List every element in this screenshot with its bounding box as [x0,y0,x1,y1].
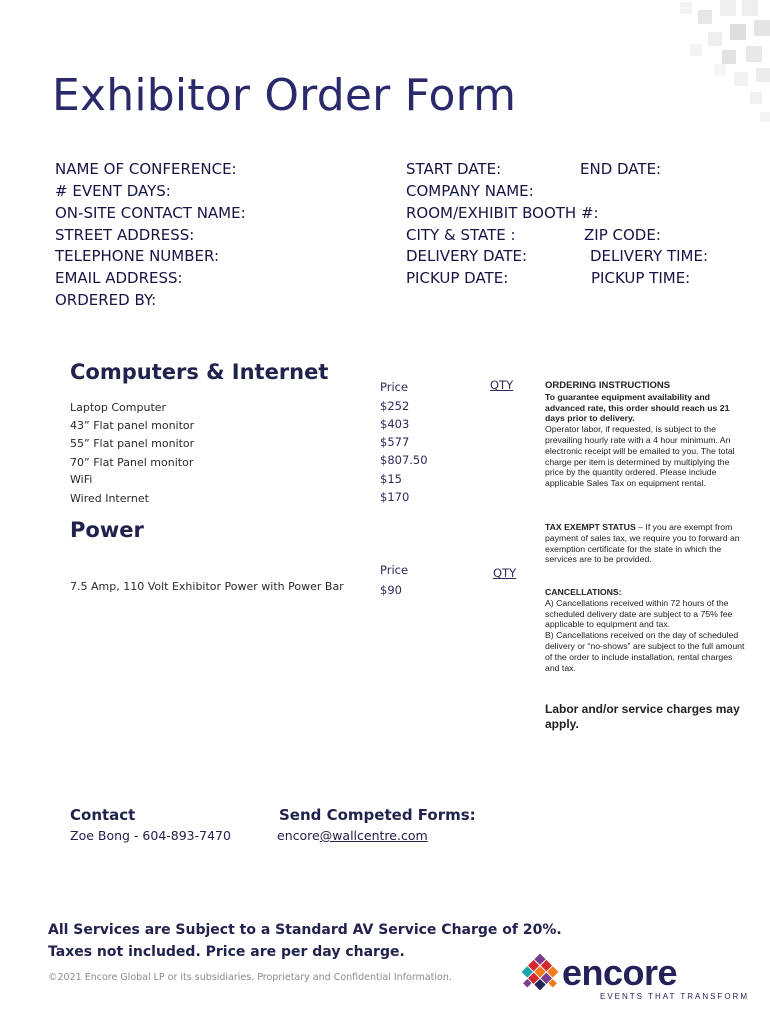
item-wired-internet: Wired Internet [70,492,149,505]
price-55-monitor: $577 [380,435,410,449]
field-zip-code: ZIP CODE: [584,226,661,244]
field-end-date: END DATE: [580,160,662,178]
power-qty-header: QTY [493,566,517,580]
email-prefix: encore [277,828,320,843]
field-street-address: STREET ADDRESS: [55,226,195,244]
item-43-monitor: 43” Flat panel monitor [70,419,195,432]
item-70-monitor: 70” Flat Panel monitor [70,456,194,469]
computers-price-header: Price [380,380,409,394]
contact-heading: Contact [70,806,136,824]
tax-exempt-title: TAX EXEMPT STATUS [545,522,636,532]
cancellations-b: B) Cancellations received on the day of scheduled delivery or “no-shows” are subject to the full amount of the order to include installation, rental charges and tax. [545,630,745,673]
copyright-text: ©2021 Encore Global LP or its subsidiaries. Proprietary and Confidential Information. [48,972,452,983]
field-pickup-date: PICKUP DATE: [406,269,509,287]
field-company-name: COMPANY NAME: [406,182,534,200]
cancellations-title: CANCELLATIONS: [545,587,622,597]
tax-exempt-status [545,522,745,565]
price-power-bar: $90 [380,583,402,597]
computers-qty-header: QTY [490,378,514,392]
field-telephone: TELEPHONE NUMBER: [55,247,219,265]
send-forms-email [277,828,428,843]
item-laptop: Laptop Computer [70,401,167,414]
email-link[interactable]: @wallcentre.com [319,828,428,843]
encore-logo-wordmark: encore [562,952,678,993]
power-heading: Power [70,518,144,542]
field-delivery-time: DELIVERY TIME: [590,247,709,265]
item-wifi: WiFi [70,473,93,486]
item-55-monitor: 55” Flat panel monitor [70,437,195,450]
price-wifi: $15 [380,472,402,486]
field-event-days: # EVENT DAYS: [55,182,171,200]
field-ordered-by: ORDERED BY: [55,291,157,309]
encore-logo-tagline: EVENTS THAT TRANSFORM [600,992,749,1001]
ordering-instructions [545,380,745,489]
power-price-header: Price [380,563,409,577]
field-start-date: START DATE: [406,160,502,178]
encore-logo [518,950,749,1006]
cancellations [545,587,745,673]
encore-logo-mark-icon [518,954,562,1004]
price-43-monitor: $403 [380,417,410,431]
field-pickup-time: PICKUP TIME: [591,269,691,287]
ordering-instructions-title: ORDERING INSTRUCTIONS [545,380,671,391]
price-70-monitor: $807.50 [380,453,428,467]
field-city-state: CITY & STATE : [406,226,516,244]
footer-taxes-note: Taxes not included. Price are per day charge. [48,944,405,960]
contact-value: Zoe Bong - 604-893-7470 [70,828,231,843]
field-delivery-date: DELIVERY DATE: [406,247,528,265]
field-name-of-conference: NAME OF CONFERENCE: [55,160,237,178]
price-wired-internet: $170 [380,490,410,504]
field-email: EMAIL ADDRESS: [55,269,183,287]
footer-service-charge: All Services are Subject to a Standard AV Service Charge of 20%. [48,922,562,938]
cancellations-a: A) Cancellations received within 72 hours of the scheduled delivery date are subject to a 75% fee applicable to equipment and tax. [545,597,733,630]
price-laptop: $252 [380,399,410,413]
send-forms-heading: Send Competed Forms: [279,806,476,824]
page-title: Exhibitor Order Form [52,70,517,121]
tax-exempt-text: – If you are exempt from payment of sales tax, we require you to forward an exemption certificate for the state in which the services are to be provided. [545,522,740,565]
computers-heading: Computers & Internet [70,360,329,384]
ordering-instructions-text: Operator labor, if requested, is subject to the prevailing hourly rate with a 4 hour minimum. An electronic receipt will be emailed to you. The total charge per item is determined by multiplying the price by the quantity ordered. Please include applicable Sales Tax on equipment rental. [545,424,735,489]
corner-pattern-decoration [570,0,770,130]
labor-note: Labor and/or service charges may apply. [545,702,740,731]
field-onsite-contact: ON-SITE CONTACT NAME: [55,204,246,222]
field-booth: ROOM/EXHIBIT BOOTH #: [406,204,599,222]
item-power-bar: 7.5 Amp, 110 Volt Exhibitor Power with Power Bar [70,580,344,593]
ordering-instructions-bold: To guarantee equipment availability and advanced rate, this order should reach us 21 days prior to delivery. [545,391,730,424]
